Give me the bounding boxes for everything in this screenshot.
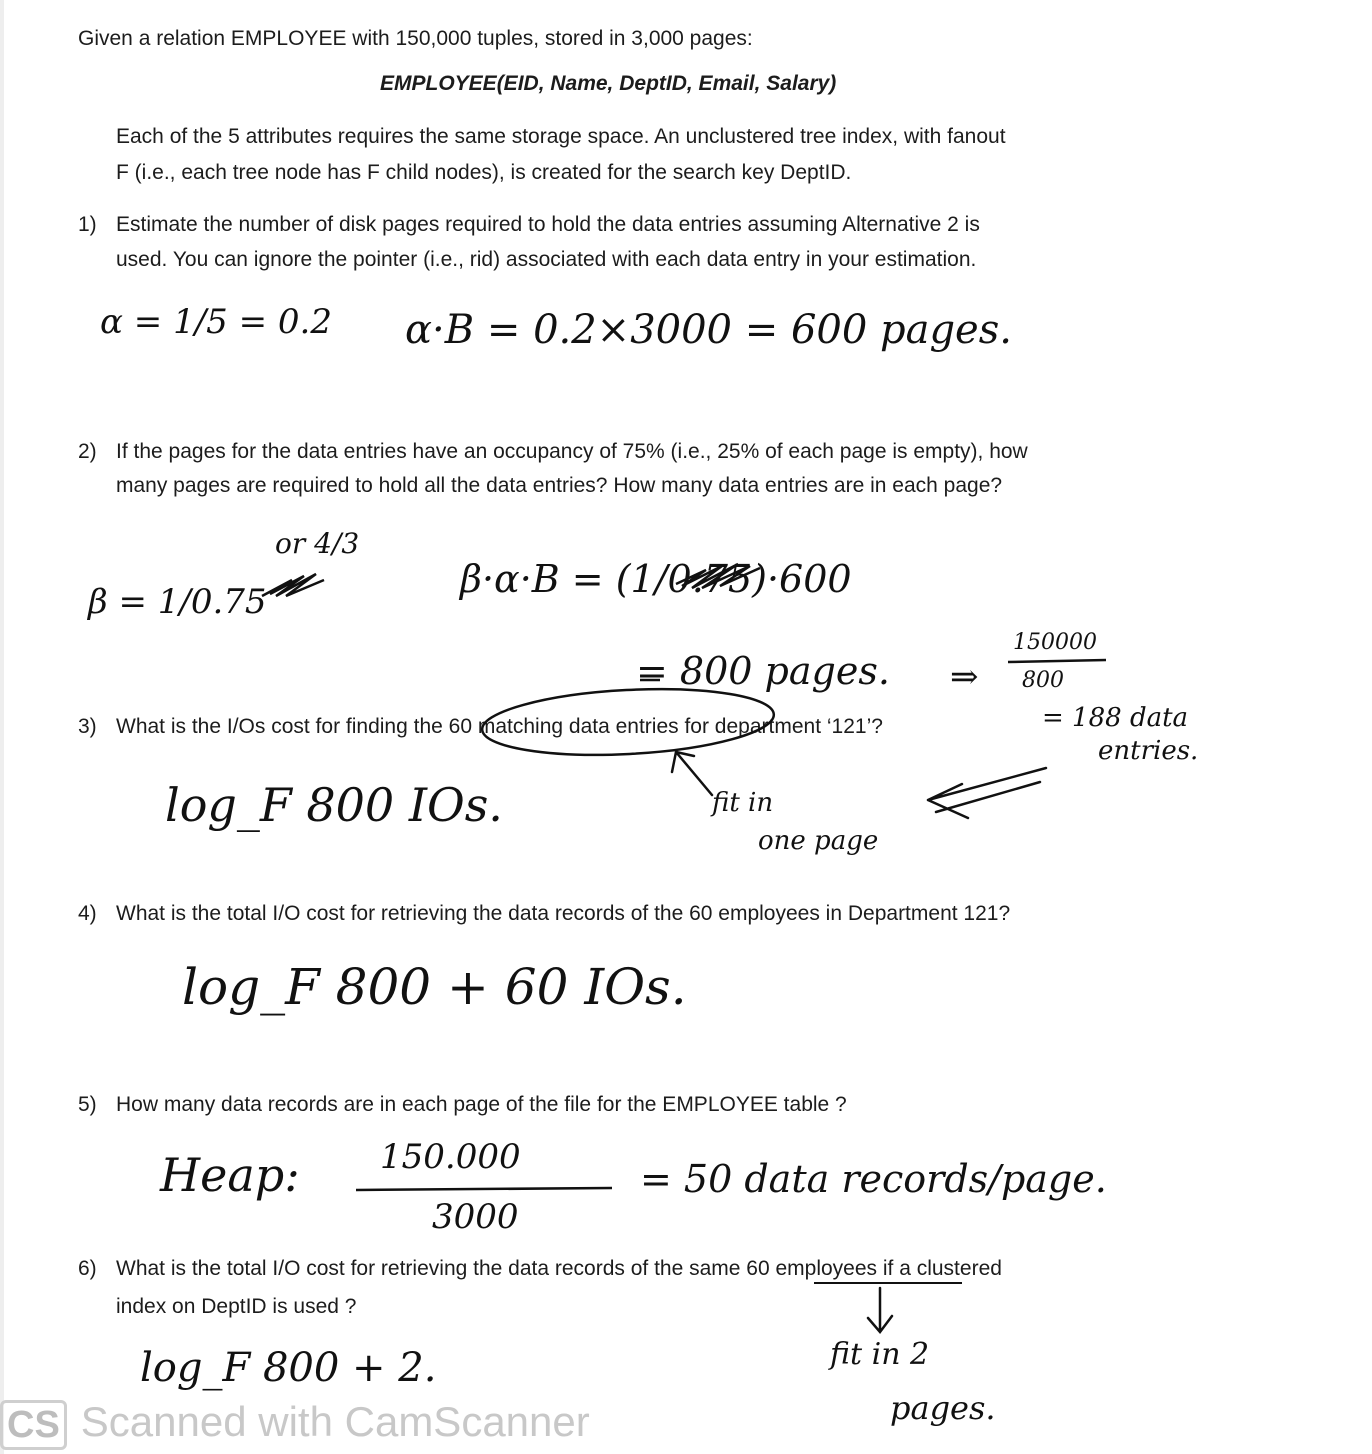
arrow-mark: [868, 1288, 892, 1332]
answer-3-note-line-1: fit in: [712, 788, 774, 818]
question-text: How many data records are in each page of the file for the EMPLOYEE table ?: [116, 1093, 847, 1116]
fraction-bar: [356, 1188, 612, 1190]
scribble-mark: [676, 564, 760, 588]
answer-6-note-line-2: pages.: [890, 1389, 996, 1427]
question-text: Estimate the number of disk pages required to hold the data entries assuming Alternative 2 is: [116, 213, 980, 236]
page-edge: [0, 0, 4, 1454]
answer-5-result: = 50 data records/page.: [640, 1157, 1107, 1201]
intro-line: Given a relation EMPLOYEE with 150,000 tuples, stored in 3,000 pages:: [78, 27, 753, 50]
answer-3: log_F 800 IOs.: [165, 778, 503, 832]
question-text: What is the I/Os cost for finding the 60 matching data entries for department ‘121’?: [116, 715, 883, 738]
answer-2-beta: β = 1/0.75: [88, 582, 267, 622]
answer-2-entries-line-1: = 188 data: [1042, 703, 1189, 733]
question-text: What is the total I/O cost for retrieving the data records of the 60 employees in Department 121?: [116, 902, 1011, 925]
question-2-line-2: many pages are required to hold all the data entries? How many data entries are in each page?: [116, 474, 1003, 497]
answer-2-fraction-denominator: 800: [1022, 668, 1064, 693]
intro-paragraph-line-2: F (i.e., each tree node has F child nodes), is created for the search key DeptID.: [116, 161, 852, 184]
answer-1-alpha: α = 1/5 = 0.2: [100, 302, 332, 342]
schema-line: EMPLOYEE(EID, Name, DeptID, Email, Salary): [380, 72, 837, 95]
answer-2-fraction-numerator: 150000: [1013, 630, 1097, 655]
answer-5-label: Heap:: [160, 1148, 300, 1202]
answer-2-or: or 4/3: [275, 527, 360, 560]
answer-2-result: = 800 pages.: [636, 649, 890, 693]
question-number: 1): [78, 213, 97, 236]
question-6-line-2: index on DeptID is used ?: [116, 1295, 357, 1318]
question-number: 6): [78, 1257, 97, 1280]
answer-5-denominator: 3000: [432, 1197, 519, 1237]
question-text: If the pages for the data entries have an occupancy of 75% (i.e., 25% of each page is empty), how: [116, 440, 1028, 463]
answer-4: log_F 800 + 60 IOs.: [182, 958, 687, 1016]
answer-3-note-line-2: one page: [758, 826, 879, 856]
answer-6: log_F 800 + 2.: [140, 1345, 437, 1391]
circle-mark: [481, 682, 776, 761]
question-number: 2): [78, 440, 97, 463]
answer-1-calc: α·B = 0.2×3000 = 600 pages.: [405, 307, 1012, 353]
question-number: 5): [78, 1093, 97, 1116]
question-1-line-2: used. You can ignore the pointer (i.e., rid) associated with each data entry in your estimation.: [116, 248, 977, 271]
double-arrow-mark: [928, 768, 1046, 818]
question-number: 4): [78, 902, 97, 925]
watermark-text: Scanned with CamScanner: [80, 1398, 590, 1445]
scribble-mark: [262, 574, 324, 596]
answer-5-numerator: 150.000: [380, 1137, 521, 1177]
answer-2-entries-line-2: entries.: [1098, 736, 1199, 766]
intro-paragraph-line-1: Each of the 5 attributes requires the same storage space. An unclustered tree index, with fanout: [116, 125, 1006, 148]
answer-6-note-line-1: fit in 2: [830, 1337, 930, 1372]
fraction-bar: [1008, 660, 1106, 662]
question-number: 3): [78, 715, 97, 738]
answer-2-arrow: ⇒: [950, 657, 979, 697]
answer-2-calc: β·α·B = (1/0.75)·600: [460, 557, 852, 601]
question-text: What is the total I/O cost for retrieving the data records of the same 60 employees if a clustered: [116, 1257, 1002, 1280]
arrow-mark: [672, 752, 712, 795]
camscanner-logo: CS: [0, 1400, 67, 1450]
camscanner-watermark: [0, 1392, 590, 1452]
